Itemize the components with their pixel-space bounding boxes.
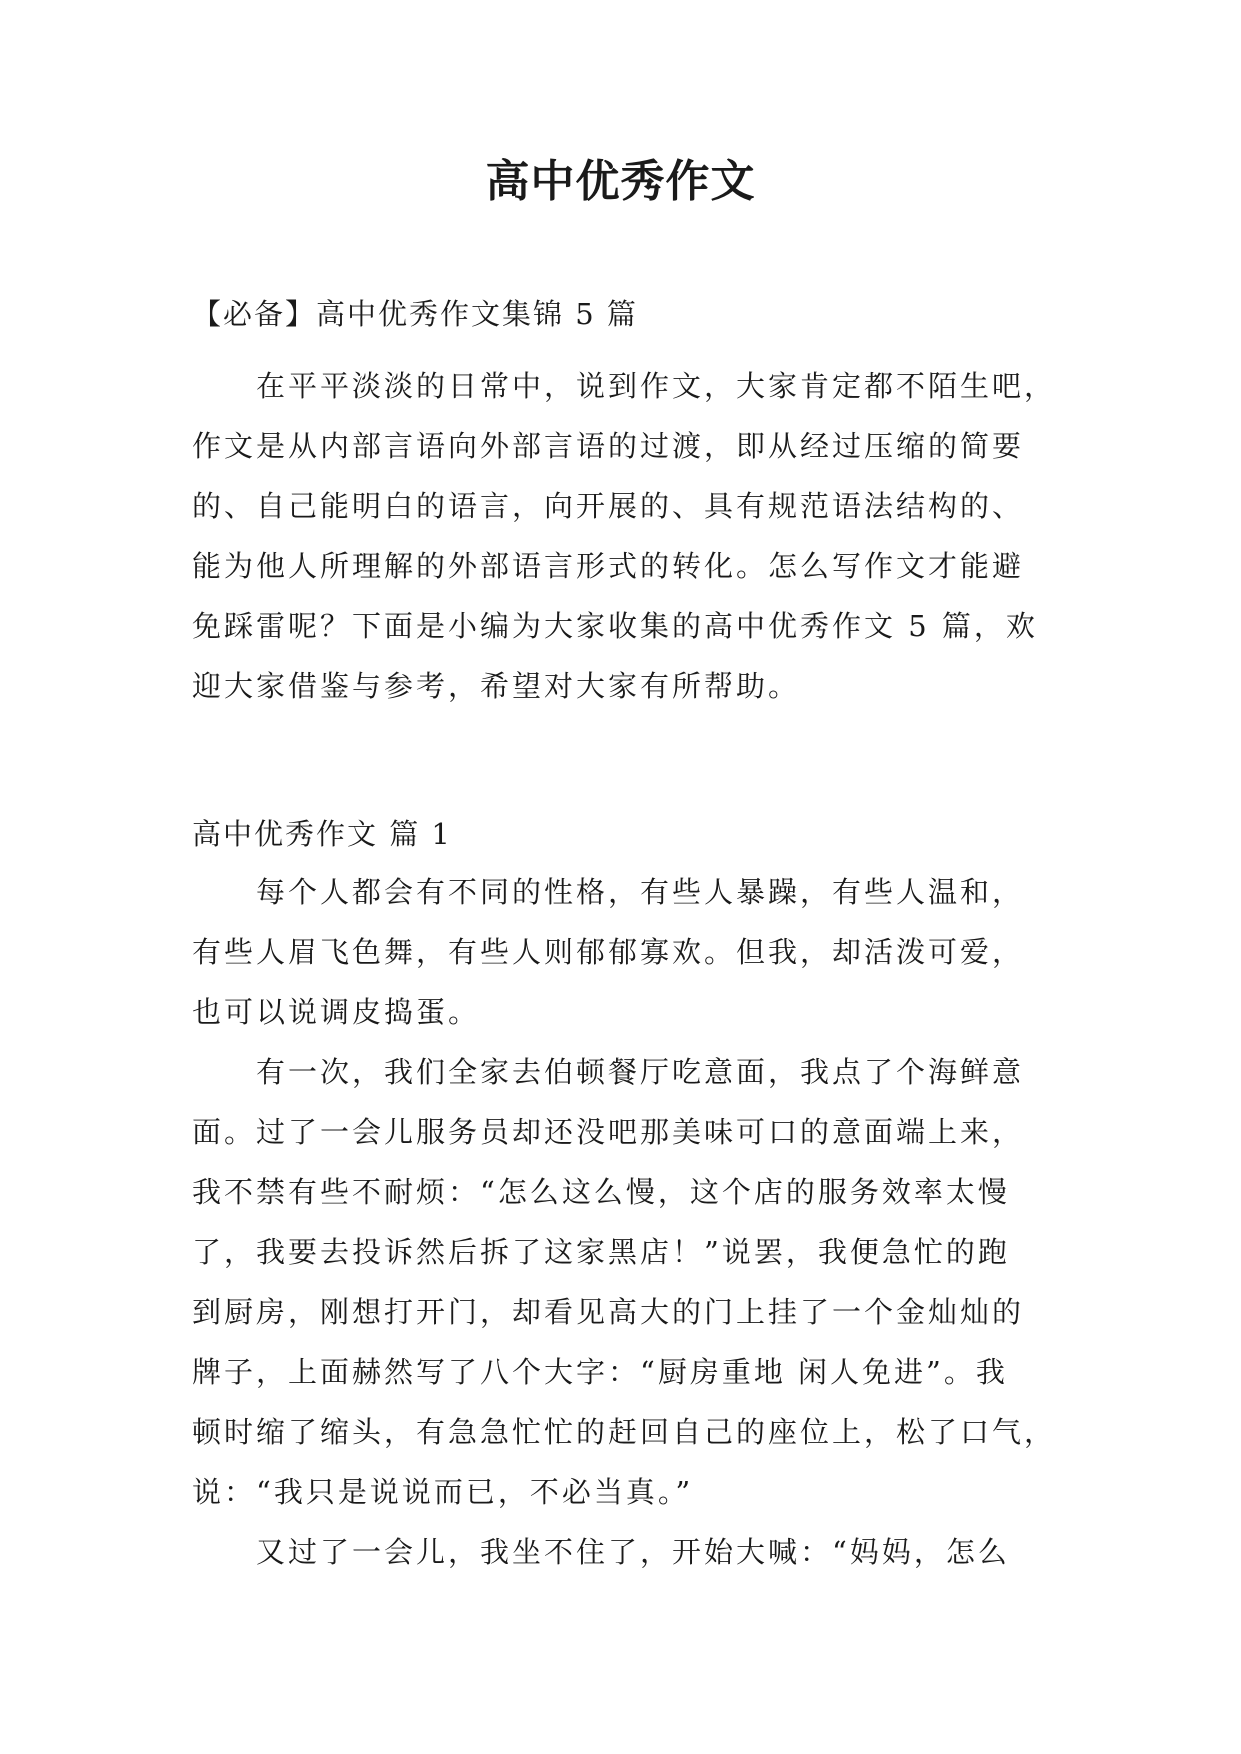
section-heading: 高中优秀作文 篇 1 xyxy=(192,817,452,851)
paragraph-line: 又过了一会儿，我坐不住了，开始大喊：“妈妈，怎么 xyxy=(256,1535,1010,1569)
paragraph-line: 有些人眉飞色舞，有些人则郁郁寡欢。但我，却活泼可爱， xyxy=(192,935,1025,969)
paragraph-line: 每个人都会有不同的性格，有些人暴躁，有些人温和， xyxy=(256,875,1025,909)
essay-paragraph-1 xyxy=(192,862,1064,1042)
paragraph-line: 我不禁有些不耐烦：“怎么这么慢，这个店的服务效率太慢 xyxy=(192,1175,1010,1209)
paragraph-line: 牌子，上面赫然写了八个大字：“厨房重地 闲人免进”。我 xyxy=(192,1355,1008,1389)
paragraph-line: 了，我要去投诉然后拆了这家黑店！”说罢，我便急忙的跑 xyxy=(192,1235,1010,1269)
intro-line: 在平平淡淡的日常中，说到作文，大家肯定都不陌生吧， xyxy=(256,369,1057,403)
intro-paragraph xyxy=(192,356,1064,716)
essay-paragraph-2 xyxy=(192,1042,1064,1522)
paragraph-line: 也可以说调皮捣蛋。 xyxy=(192,995,481,1029)
document-title: 高中优秀作文 xyxy=(485,156,756,207)
intro-line: 迎大家借鉴与参考，希望对大家有所帮助。 xyxy=(192,669,801,703)
paragraph-line: 面。过了一会儿服务员却还没吧那美味可口的意面端上来， xyxy=(192,1115,1025,1149)
paragraph-line: 说：“我只是说说而已，不必当真。” xyxy=(192,1475,694,1509)
paragraph-line: 顿时缩了缩头，有急急忙忙的赶回自己的座位上，松了口气， xyxy=(192,1415,1057,1449)
paragraph-line: 到厨房，刚想打开门，却看见高大的门上挂了一个金灿灿的 xyxy=(192,1295,1025,1329)
paragraph-line: 有一次，我们全家去伯顿餐厅吃意面，我点了个海鲜意 xyxy=(256,1055,1025,1089)
essay-paragraph-3 xyxy=(192,1522,1064,1582)
intro-line: 免踩雷呢？下面是小编为大家收集的高中优秀作文 5 篇，欢 xyxy=(192,609,1038,643)
intro-line: 作文是从内部言语向外部言语的过渡，即从经过压缩的简要 xyxy=(192,429,1025,463)
intro-line: 能为他人所理解的外部语言形式的转化。怎么写作文才能避 xyxy=(192,549,1025,583)
document-subtitle: 【必备】高中优秀作文集锦 5 篇 xyxy=(192,297,638,331)
intro-line: 的、自己能明白的语言，向开展的、具有规范语法结构的、 xyxy=(192,489,1025,523)
